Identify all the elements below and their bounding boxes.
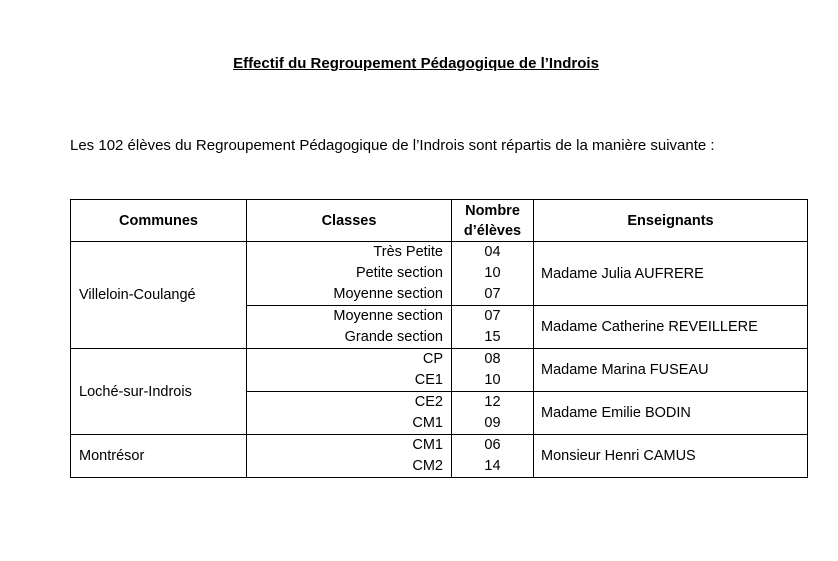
counts-cell [452,242,534,306]
teacher-cell: Madame Catherine REVEILLERE [534,306,808,349]
counts-cell [452,306,534,349]
teacher-cell: Madame Julia AUFRERE [534,242,808,306]
commune-cell: Villeloin-Coulangé [71,242,247,349]
student-count: 04 [484,244,501,260]
class-name: CM1 [412,437,443,453]
student-count: 12 [484,394,501,410]
table-header-row [71,200,808,242]
classes-cell [247,349,452,392]
counts-cell [452,435,534,478]
class-name: Moyenne section [333,308,443,324]
student-count: 06 [484,437,501,453]
student-count: 14 [484,458,501,474]
table-row [71,349,808,392]
class-name: Petite section [355,265,443,281]
teacher-cell: Monsieur Henri CAMUS [534,435,808,478]
classes-cell [247,242,452,306]
class-name: Moyenne section [333,286,443,302]
document-title: Effectif du Regroupement Pédagogique de l’Indrois [233,55,599,72]
student-count: 10 [484,372,501,388]
counts-cell [452,392,534,435]
class-name: CE2 [414,394,443,410]
class-name: CM2 [412,458,443,474]
class-name: CE1 [414,372,443,388]
class-name: CM1 [412,415,443,431]
student-count: 09 [484,415,501,431]
header-communes: Communes [71,200,247,242]
class-name: Très Petite [373,244,443,260]
table-row [71,435,808,478]
teacher-cell: Madame Emilie BODIN [534,392,808,435]
enrollment-table [70,199,808,478]
header-classes: Classes [247,200,452,242]
classes-cell [247,392,452,435]
student-count: 07 [484,286,501,302]
counts-cell [452,349,534,392]
class-name: Grande section [344,329,443,345]
commune-cell: Montrésor [71,435,247,478]
header-enseignants: Enseignants [534,200,808,242]
table-row [71,242,808,306]
student-count: 10 [484,265,501,281]
header-nombre-line1: Nombre [465,202,520,219]
student-count: 07 [484,308,501,324]
teacher-cell: Madame Marina FUSEAU [534,349,808,392]
classes-cell [247,306,452,349]
commune-cell: Loché-sur-Indrois [71,349,247,435]
student-count: 15 [484,329,501,345]
header-nombre-line2: d’élèves [463,222,522,239]
classes-cell [247,435,452,478]
class-name: CP [422,351,443,367]
intro-paragraph: Les 102 élèves du Regroupement Pédagogique de l’Indrois sont répartis de la manière suivante : [70,137,715,154]
header-nombre [452,200,534,242]
student-count: 08 [484,351,501,367]
